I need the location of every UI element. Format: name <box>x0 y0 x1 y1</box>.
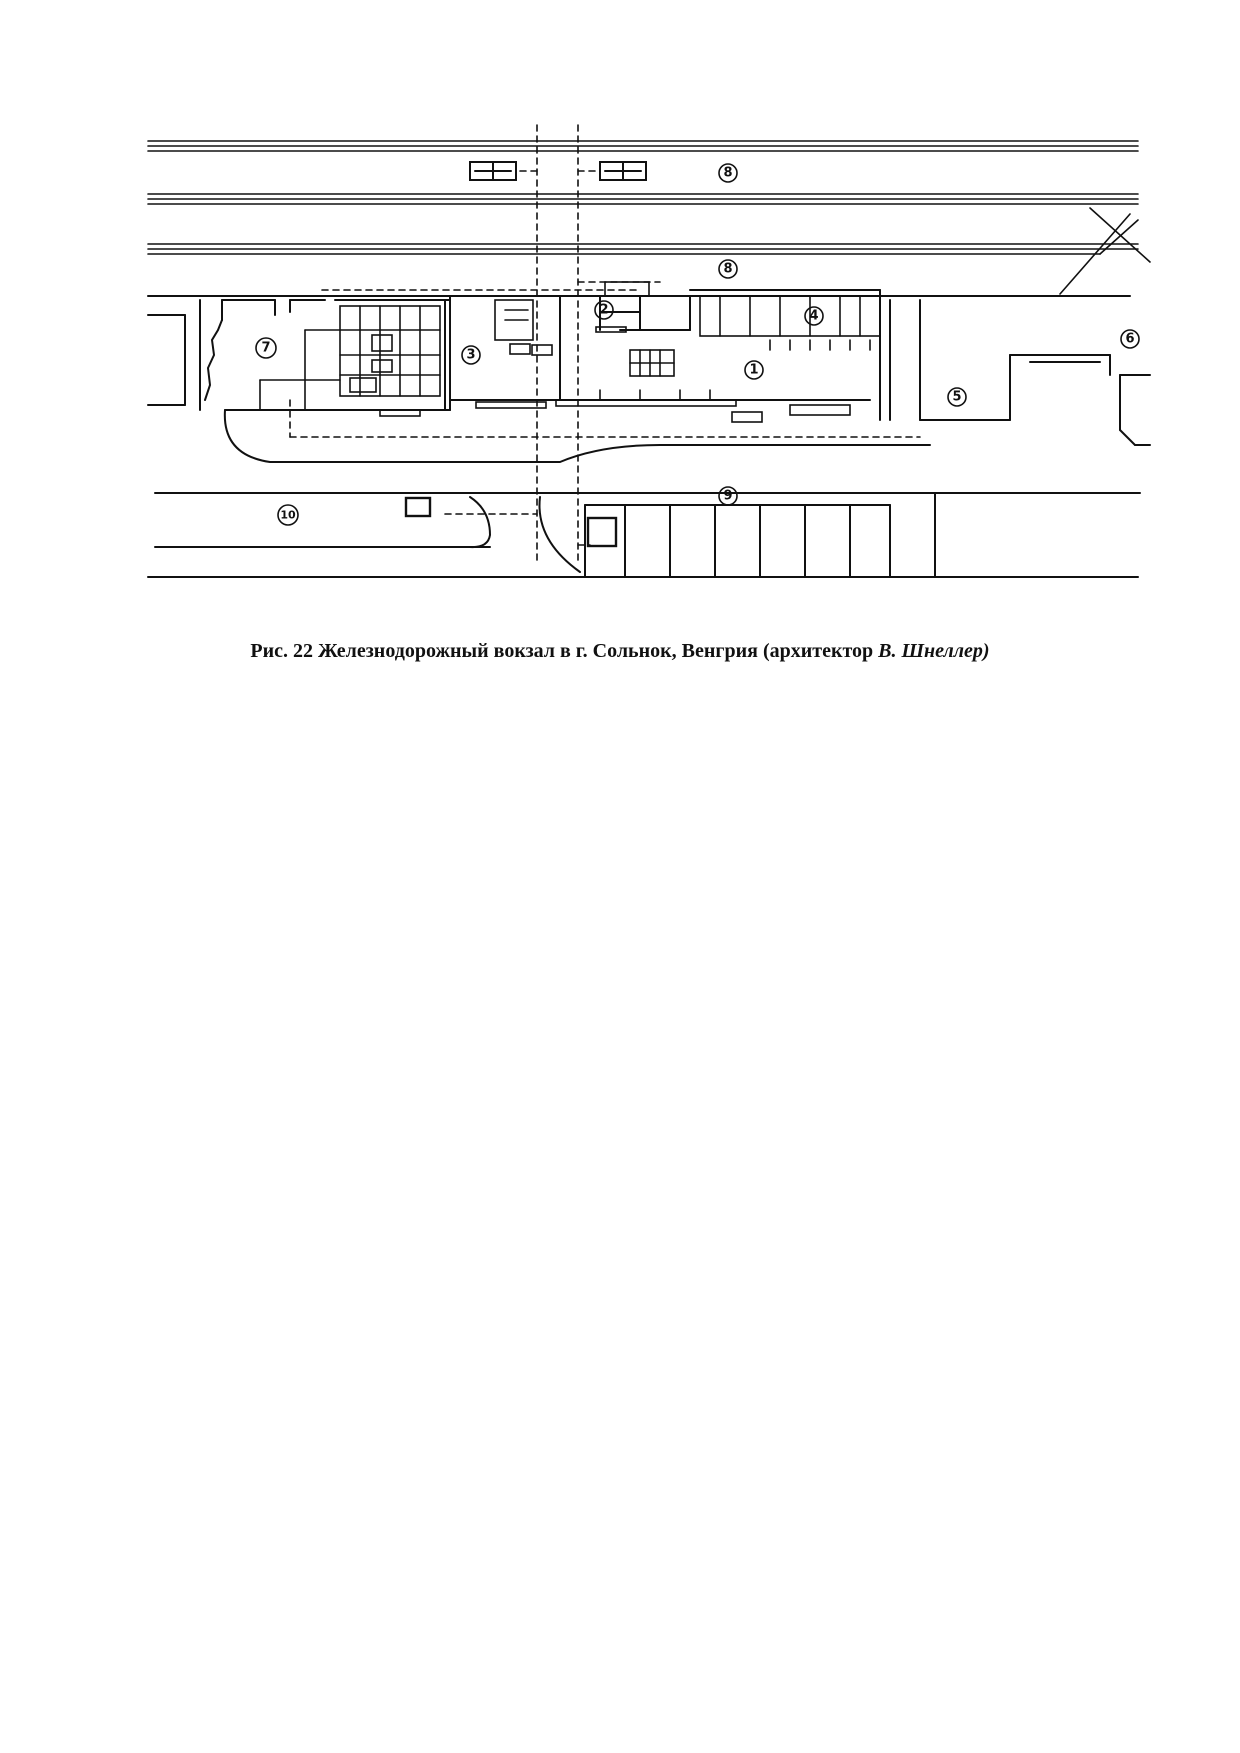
label-7: 7 <box>261 340 271 356</box>
carriage-north-left <box>470 162 516 180</box>
station-building <box>148 290 1150 445</box>
label-1: 1 <box>749 362 759 378</box>
caption-text: Рис. 22 Железнодорожный вокзал в г. Сольнок, Венгрия (архитектор <box>250 640 879 662</box>
caption-author: В. Шнеллер) <box>878 640 990 662</box>
underpass-tunnel <box>290 125 920 560</box>
figure-caption <box>0 640 1240 663</box>
carriage-north-right <box>600 162 646 180</box>
label-9: 9 <box>723 488 733 504</box>
station-site-plan <box>0 0 1240 620</box>
label-8-south: 8 <box>723 261 733 277</box>
left-wing-rooms <box>260 306 440 416</box>
label-6: 6 <box>1125 331 1135 347</box>
rail-tracks <box>148 141 1150 294</box>
label-5: 5 <box>952 389 962 405</box>
forecourt-street <box>148 493 1140 577</box>
label-10: 10 <box>280 508 296 522</box>
label-3: 3 <box>466 347 476 363</box>
label-2: 2 <box>599 302 609 318</box>
callout-circles <box>256 164 1139 525</box>
label-8-north: 8 <box>723 165 733 181</box>
label-4: 4 <box>809 308 819 324</box>
ticket-hall <box>700 296 880 350</box>
